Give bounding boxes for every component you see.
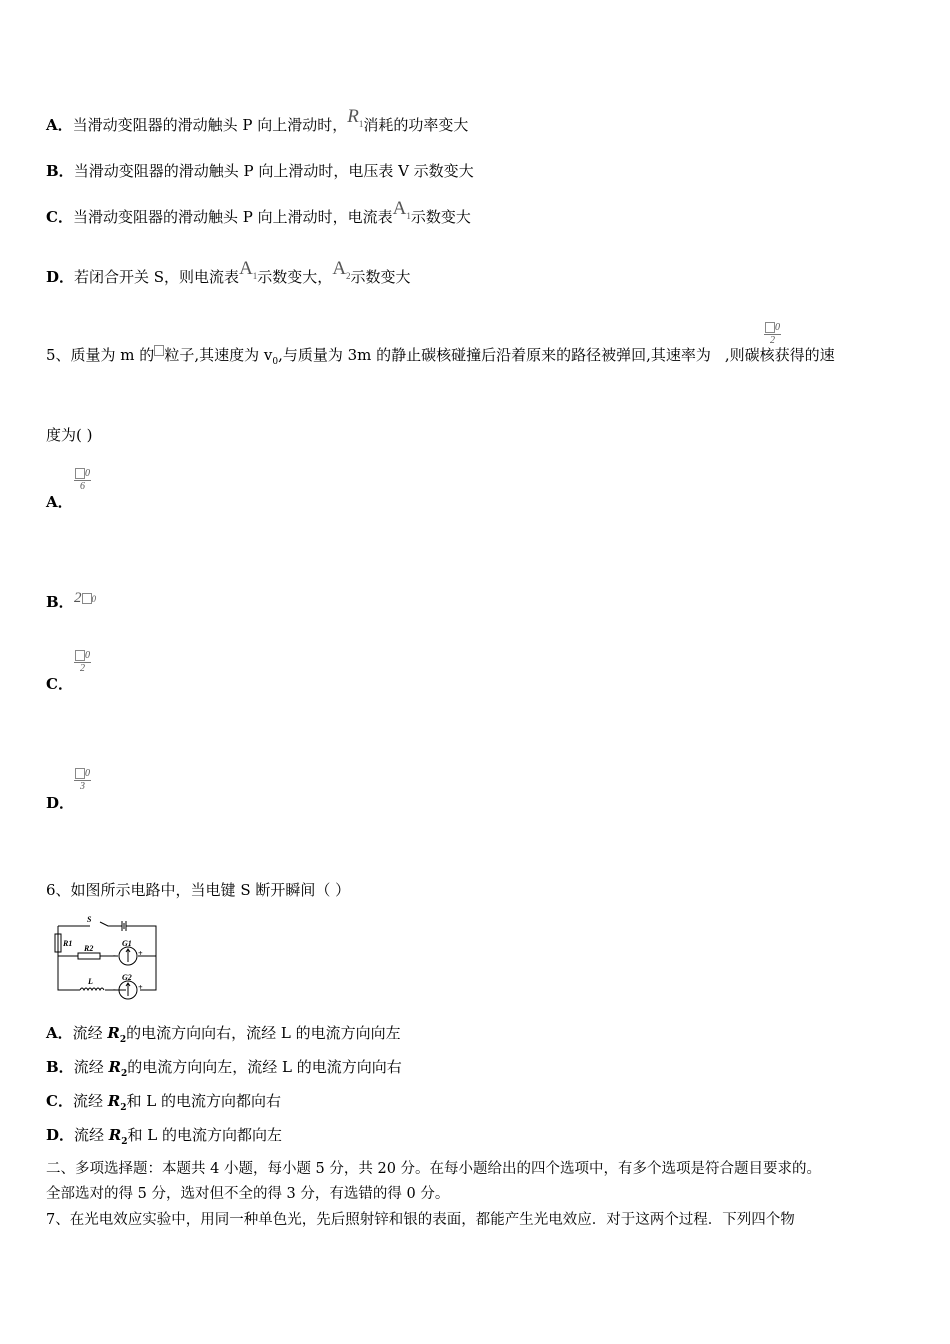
label-s: S [87, 915, 92, 924]
q5-option-a-formula [74, 468, 91, 493]
option-label: C． [46, 208, 73, 226]
option-text: 示数变大， [257, 268, 333, 286]
option-label: D． [46, 268, 75, 286]
symbol: A [332, 258, 347, 279]
q5-option-c-label: C． [46, 675, 73, 693]
denominator: 3 [80, 781, 85, 792]
formula-a1 [393, 198, 411, 219]
denominator: 2 [80, 663, 85, 674]
stem-text: ,与质量为 3m 的静止碳核碰撞后沿着原来的路径被弹回,其速率为 [278, 346, 711, 364]
q5-stem [46, 345, 835, 372]
q6-option-c [46, 1091, 281, 1118]
subscript: 2 [346, 270, 351, 281]
subscript: 1 [252, 270, 258, 281]
q5-option-d-formula [74, 768, 91, 793]
subscript: 1 [358, 118, 364, 129]
numerator [764, 322, 781, 335]
q5-stem-cont [46, 425, 92, 445]
option-text: 流经 [72, 1092, 108, 1110]
stem-text: 5、质量为 m 的 [46, 346, 155, 364]
q4-option-d [46, 258, 411, 294]
option-text: 当滑动变阻器的滑动触头 P 向上滑动时， [72, 116, 348, 134]
subscript: 0 [91, 594, 96, 604]
formula-r1 [347, 106, 363, 127]
label-minus: - [113, 985, 116, 994]
stem-text: 度为( ) [46, 426, 93, 444]
option-text: 流经 [73, 1058, 109, 1076]
symbol: R [107, 1092, 121, 1110]
subscript: 2 [120, 1069, 128, 1079]
q5-option-d-label: D． [46, 794, 75, 812]
denominator: 6 [80, 481, 85, 492]
denominator: 2 [770, 335, 775, 346]
label-r1: R1 [63, 939, 73, 948]
label-plus: + [138, 983, 143, 992]
symbol: A [239, 258, 253, 279]
option-text: 当滑动变阻器的滑动触头 P 向上滑动时，电流表 [72, 208, 393, 226]
fraction-v0-over-2 [764, 322, 781, 347]
q6-option-d [46, 1125, 282, 1152]
needle [126, 949, 130, 962]
option-text: 若闭合开关 S，则电流表 [74, 268, 240, 286]
option-text: 和 L 的电流方向都向左 [127, 1126, 283, 1144]
label-g2: G2 [122, 973, 132, 982]
subscript: 0 [85, 650, 90, 661]
option-text: 示数变大 [410, 208, 471, 226]
option-text: 流经 [74, 1126, 109, 1144]
option-text: 的电流方向向右，流经 L 的电流方向向左 [126, 1024, 401, 1042]
q4-option-c [46, 198, 471, 234]
option-label: A． [46, 1024, 73, 1042]
subscript: 1 [406, 210, 411, 221]
q5-option-b-formula [74, 592, 96, 605]
option-label: A． [46, 116, 73, 134]
q6-option-b [46, 1057, 402, 1084]
q6-stem: 6、如图所示电路中，当电键 S 断开瞬间（ ） [46, 881, 351, 899]
option-label: D． [46, 1126, 75, 1144]
option-text: 当滑动变阻器的滑动触头 P 向上滑动时，电压表 V 示数变大 [73, 162, 474, 180]
label-l: L [88, 977, 93, 986]
missing-symbol-icon [82, 593, 92, 604]
circuit-diagram [50, 914, 162, 1000]
option-text: 示数变大 [350, 268, 411, 286]
subscript: 0 [85, 468, 90, 479]
option-text: 流经 [72, 1024, 108, 1042]
q6-option-a [46, 1023, 401, 1050]
missing-symbol-icon [75, 468, 85, 479]
option-label: B． [46, 1058, 74, 1076]
symbol: A [392, 198, 407, 219]
section-heading-cont: 全部选对的得 5 分，选对但不全的得 3 分，有选错的得 0 分。 [46, 1186, 450, 1202]
needle [126, 983, 130, 996]
q5-option-c-formula [74, 650, 91, 675]
missing-symbol-icon [75, 650, 85, 661]
q7-stem: 7、在光电效应实验中，用同一种单色光，先后照射锌和银的表面，都能产生光电效应．对于这两个过程．下列四个物 [46, 1212, 795, 1228]
label-minus: - [113, 951, 116, 960]
option-text: 的电流方向向左，流经 L 的电流方向向右 [127, 1058, 402, 1076]
q4-option-b [46, 161, 474, 181]
symbol: R [347, 106, 359, 127]
subscript: 0 [775, 322, 780, 333]
formula-a1 [239, 258, 257, 279]
battery [122, 921, 126, 931]
option-text: 消耗的功率变大 [363, 116, 469, 134]
subscript: 2 [119, 1035, 127, 1045]
section-heading: 二、多项选择题：本题共 4 小题，每小题 5 分，共 20 分。在每小题给出的四个选项中，有多个选项是符合题目要求的。 [46, 1161, 822, 1177]
label-r2: R2 [84, 944, 94, 953]
missing-symbol-icon [154, 345, 164, 356]
subscript: 2 [120, 1103, 127, 1113]
label-g1: G1 [122, 939, 132, 948]
q5-option-a-label: A． [46, 493, 73, 511]
symbol: R [108, 1058, 121, 1076]
option-label: C． [46, 1092, 73, 1110]
subscript: 0 [272, 357, 279, 367]
formula-a2 [332, 258, 350, 279]
subscript: 0 [85, 768, 90, 779]
missing-symbol-icon [765, 322, 775, 333]
option-label: B． [46, 162, 74, 180]
symbol: R [107, 1024, 120, 1042]
symbol: R [108, 1126, 122, 1144]
resistor-r2 [78, 953, 100, 959]
option-text: 和 L 的电流方向都向右 [126, 1092, 281, 1110]
coefficient: 2 [74, 590, 82, 606]
q4-option-a [46, 106, 469, 142]
stem-text: 粒子,其速度为 v [164, 346, 273, 364]
inductor-l [80, 988, 104, 990]
label-plus: + [138, 949, 143, 958]
missing-symbol-icon [75, 768, 85, 779]
q5-option-b-label: B． [46, 593, 74, 611]
subscript: 2 [121, 1137, 128, 1147]
stem-text: ,则碳核获得的速 [724, 346, 835, 364]
